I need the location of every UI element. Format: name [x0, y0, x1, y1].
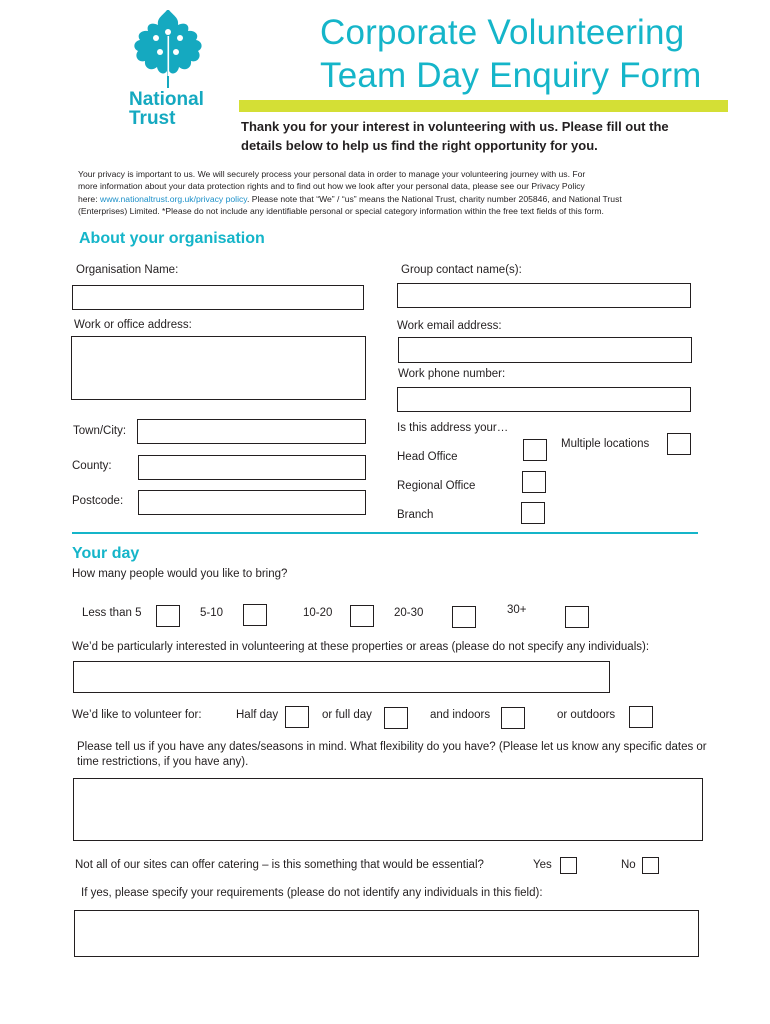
people-option-label-less-than-5: Less than 5 — [82, 607, 142, 619]
your-day-heading: Your day — [72, 545, 140, 562]
privacy-policy-link[interactable]: www.nationaltrust.org.uk/privacy policy — [99, 193, 247, 204]
outdoors-checkbox[interactable] — [629, 706, 653, 728]
address-label: Work or office address: — [74, 319, 192, 331]
catering-no-label: No — [621, 859, 636, 871]
dates-question-line1: Please tell us if you have any dates/seasons in mind. What flexibility do you have? (Please let us know any specific dates or — [77, 741, 707, 753]
privacy-notice — [78, 168, 738, 218]
catering-question: Not all of our sites can offer catering – is this something that would be essential? — [75, 859, 484, 871]
phone-input[interactable] — [397, 387, 691, 412]
privacy-line-4: (Enterprises) Limited. *Please do not include any identifiable personal or special category information within the free text fields of this form. — [78, 206, 604, 217]
oak-leaf-icon — [126, 8, 208, 90]
page-title-line1: Corporate Volunteering — [320, 13, 685, 52]
county-input[interactable] — [138, 455, 366, 480]
people-option-label-10-20: 10-20 — [303, 607, 333, 619]
email-label: Work email address: — [397, 320, 502, 332]
full-day-checkbox[interactable] — [384, 707, 408, 729]
indoors-label: and indoors — [430, 709, 491, 721]
privacy-line-3-suffix: . Please note that “We” / “us” means the National Trust, charity number 205846, and National Trust — [246, 193, 622, 204]
title-accent-bar — [239, 100, 728, 112]
privacy-line-3-prefix: here: — [78, 193, 100, 204]
outdoors-label: or outdoors — [557, 709, 616, 721]
properties-input[interactable] — [73, 661, 610, 693]
multiple-locations-label: Multiple locations — [561, 438, 650, 450]
postcode-input[interactable] — [138, 490, 366, 515]
people-less-than-5-checkbox[interactable] — [156, 605, 180, 627]
phone-label: Work phone number: — [398, 368, 506, 380]
properties-question: We’d be particularly interested in volunteering at these properties or areas (please do not specify any individuals): — [72, 641, 650, 653]
people-10-20-checkbox[interactable] — [350, 605, 374, 627]
group-contact-label: Group contact name(s): — [401, 264, 522, 276]
section-divider — [72, 532, 698, 534]
branch-label: Branch — [397, 509, 434, 521]
people-30-plus-checkbox[interactable] — [565, 606, 589, 628]
catering-yes-checkbox[interactable] — [560, 857, 577, 874]
org-name-input[interactable] — [72, 285, 364, 310]
privacy-line-2: more information about your data protection rights and to find out how we look after your personal data, please see our Privacy Policy — [78, 181, 585, 192]
logo-text-national: National — [129, 89, 204, 110]
dates-input[interactable] — [73, 778, 703, 841]
org-name-label: Organisation Name: — [76, 264, 179, 276]
dates-question-line2: time restrictions, if you have any). — [77, 756, 249, 768]
full-day-label: or full day — [322, 709, 372, 721]
requirements-label: If yes, please specify your requirements (please do not identify any individuals in this field): — [81, 887, 543, 899]
requirements-input[interactable] — [74, 910, 699, 957]
address-type-label: Is this address your… — [397, 422, 509, 434]
address-input[interactable] — [71, 336, 366, 400]
half-day-checkbox[interactable] — [285, 706, 309, 728]
logo-text-trust: Trust — [129, 108, 176, 129]
intro-line-1: Thank you for your interest in volunteering with us. Please fill out the — [241, 119, 669, 134]
multiple-locations-checkbox[interactable] — [667, 433, 691, 455]
group-contact-input[interactable] — [397, 283, 691, 308]
about-section-heading: About your organisation — [79, 230, 265, 247]
privacy-line-1: Your privacy is important to us. We will securely process your personal data in order to manage your volunteering journey with us. For — [78, 169, 586, 179]
people-20-30-checkbox[interactable] — [452, 606, 476, 628]
branch-checkbox[interactable] — [521, 502, 545, 524]
catering-no-checkbox[interactable] — [642, 857, 659, 874]
national-trust-logo — [120, 8, 230, 133]
intro-line-2: details below to help us find the right opportunity for you. — [241, 138, 598, 153]
county-label: County: — [72, 460, 112, 472]
indoors-checkbox[interactable] — [501, 707, 525, 729]
people-5-10-checkbox[interactable] — [243, 604, 267, 626]
volunteer-for-label: We’d like to volunteer for: — [72, 709, 202, 721]
postcode-label: Postcode: — [72, 495, 124, 507]
people-option-label-5-10: 5-10 — [200, 607, 224, 619]
privacy-line-3 — [78, 193, 738, 205]
page-title-line2: Team Day Enquiry Form — [320, 56, 702, 95]
catering-yes-label: Yes — [533, 859, 552, 871]
head-office-checkbox[interactable] — [523, 439, 547, 461]
head-office-label: Head Office — [397, 451, 458, 463]
people-option-label-20-30: 20-30 — [394, 607, 424, 619]
people-question: How many people would you like to bring? — [72, 568, 288, 580]
email-input[interactable] — [398, 337, 692, 363]
town-input[interactable] — [137, 419, 366, 444]
people-option-label-30-plus: 30+ — [507, 604, 527, 616]
town-label: Town/City: — [73, 425, 127, 437]
regional-office-checkbox[interactable] — [522, 471, 546, 493]
regional-office-label: Regional Office — [397, 480, 476, 492]
half-day-label: Half day — [236, 709, 279, 721]
